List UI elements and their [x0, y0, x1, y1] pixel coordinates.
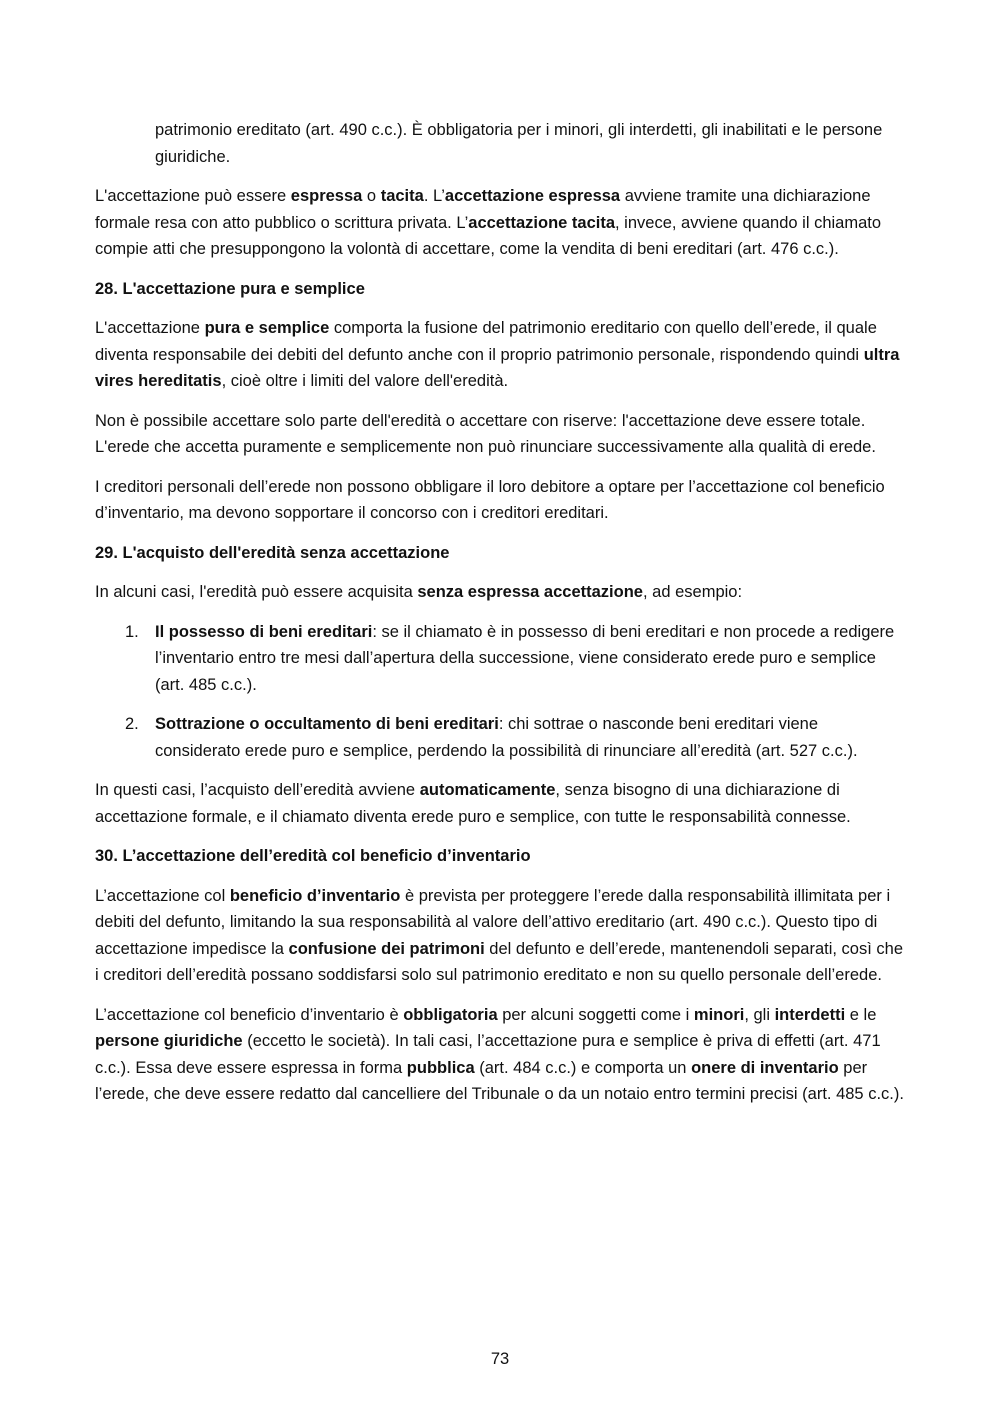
list-number: 2.: [125, 715, 139, 733]
continuation-text: patrimonio ereditato (art. 490 c.c.). È obbligatoria per i minori, gli interdetti, gli inabilitati e le persone giuridiche.: [155, 121, 883, 166]
paragraph-total-acceptance: Non è possibile accettare solo parte dell'eredità o accettare con riserve: l'accettazione deve essere totale. L'erede che accetta puramente e semplicemente non può rinunciare successivamente alla qualità di erede.: [95, 411, 876, 456]
list-item: 2. Sottrazione o occultamento di beni ereditari: chi sottrae o nasconde beni ereditari viene considerato erede puro e semplice, perdendo la possibilità di rinunciare all’eredità (art. 527 c.c.).: [95, 711, 904, 764]
numbered-list: [95, 619, 904, 765]
list-item: 1. Il possesso di beni ereditari: se il chiamato è in possesso di beni ereditari e non procede a redigere l’inventario entro tre mesi dall’apertura della successione, viene considerato erede puro e semplice (art. 485 c.c.).: [95, 619, 904, 699]
paragraph-automatic-acquisition: In questi casi, l’acquisto dell’eredità avviene automaticamente, senza bisogno di una dichiarazione di accettazione formale, e il chiamato diventa erede puro e semplice, con tutte le responsabilità connesse.: [95, 781, 851, 826]
paragraph-pure-acceptance: L'accettazione pura e semplice comporta la fusione del patrimonio ereditario con quello dell’erede, il quale diventa responsabile dei debiti del defunto anche con il proprio patrimonio personale, rispondendo quindi ultra vires hereditatis, cioè oltre i limiti del valore dell'eredità.: [95, 319, 900, 390]
list-number: 1.: [125, 622, 139, 641]
section-heading-29: 29. L'acquisto dell'eredità senza accettazione: [95, 543, 450, 562]
paragraph-mandatory-inventory: L’accettazione col beneficio d’inventario è obbligatoria per alcuni soggetti come i minori, gli interdetti e le persone giuridiche (eccetto le società). In tali casi, l’accettazione pura e semplice è priva di effetti (art. 471 c.c.). Essa deve essere espressa in forma pubblica (art. 484 c.c.) e comporta un onere di inventario per l’erede, che deve essere redatto dal cancelliere del Tribunale o da un notaio entro termini precisi (art. 485 c.c.).: [95, 1005, 904, 1103]
paragraph-without-acceptance: In alcuni casi, l'eredità può essere acquisita senza espressa accettazione, ad esempio:: [95, 583, 743, 601]
paragraph-inventory-benefit: L’accettazione col beneficio d’inventario è prevista per proteggere l’erede dalla responsabilità illimitata per i debiti del defunto, limitando la sua responsabilità al valore dell’attivo ereditario (art. 490 c.c.). Questo tipo di accettazione impedisce la confusione dei patrimoni del defunto e dell’erede, mantenendoli separati, così che i creditori dell’eredità possano soddisfarsi solo sul patrimonio ereditato e non su quello personale dell’erede.: [95, 886, 903, 984]
paragraph-acceptance-types: L'accettazione può essere espressa o tacita. L’accettazione espressa avviene tramite una dichiarazione formale resa con atto pubblico o scrittura privata. L’accettazione tacita, invece, avviene quando il chiamato compie atti che presuppongono la volontà di accettare, come la vendita di beni ereditari (art. 476 c.c.).: [95, 187, 882, 258]
paragraph-creditors: I creditori personali dell’erede non possono obbligare il loro debitore a optare per l’accettazione col beneficio d’inventario, ma devono sopportare il concorso con i creditori ereditari.: [95, 477, 885, 522]
page-number: 73: [490, 1350, 510, 1368]
section-heading-30: 30. L’accettazione dell’eredità col beneficio d’inventario: [95, 847, 531, 865]
section-heading-28: 28. L'accettazione pura e semplice: [95, 279, 365, 298]
